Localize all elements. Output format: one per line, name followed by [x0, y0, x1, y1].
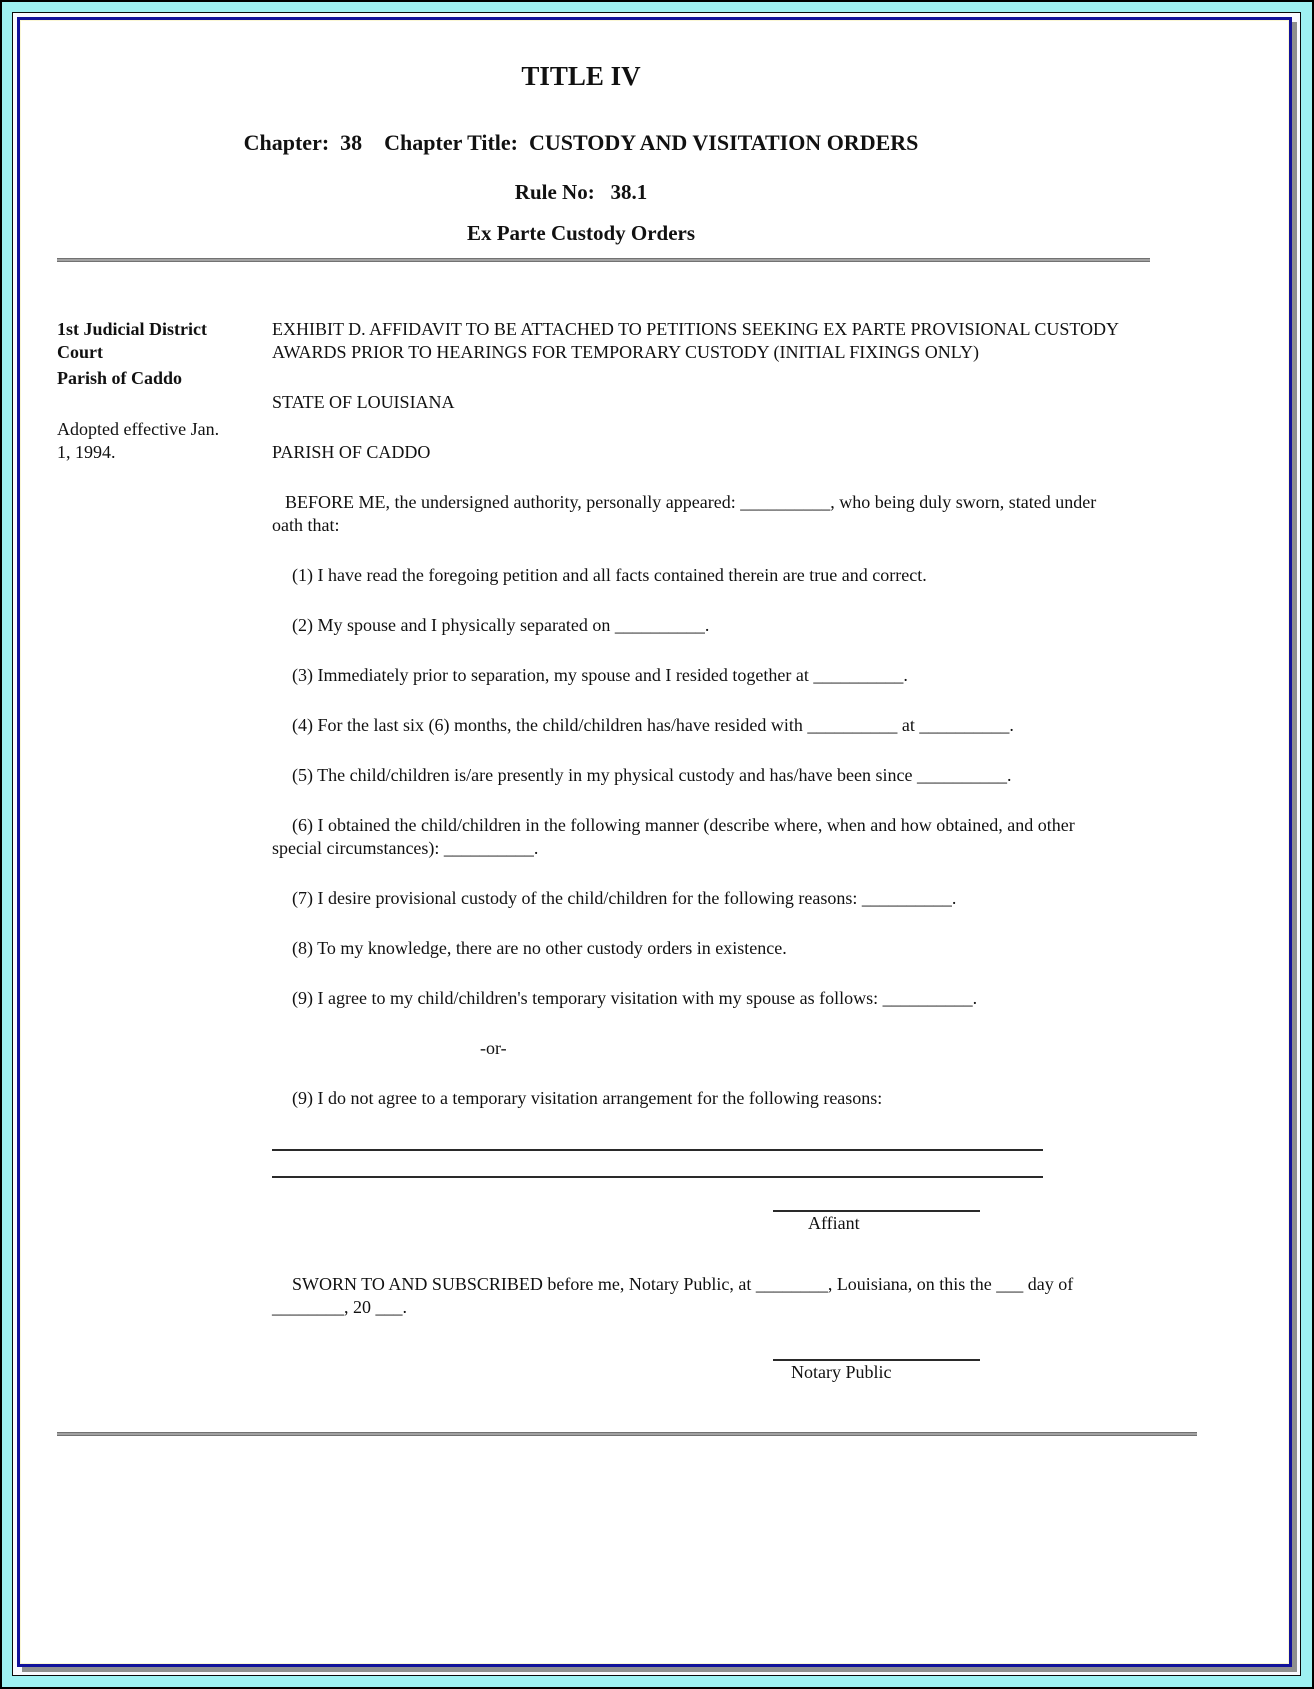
document-content — [20, 20, 1289, 1664]
sidebar-column — [57, 318, 252, 464]
page-outline — [12, 12, 1301, 1676]
or-separator: -or- — [480, 1038, 507, 1058]
affidavit-item-6: (6) I obtained the child/children in the following manner (describe where, when and how obtained, and other special circumstances): __________. — [272, 815, 1075, 858]
parish-name: Parish of Caddo — [57, 368, 183, 388]
affidavit-item-1: (1) I have read the foregoing petition and all facts contained therein are true and correct. — [292, 565, 927, 585]
footer-divider — [57, 1432, 1197, 1436]
adopted-note: Adopted effective Jan. 1, 1994. — [57, 419, 220, 462]
document-subtitle: Ex Parte Custody Orders — [466, 221, 696, 245]
write-in-line-1 — [272, 1137, 1043, 1151]
affidavit-item-9: (9) I agree to my child/children's temporary visitation with my spouse as follows: __________. — [292, 988, 978, 1008]
affidavit-item-4: (4) For the last six (6) months, the child/children has/have resided with __________ at __________. — [292, 715, 1014, 735]
affidavit-item-2: (2) My spouse and I physically separated on __________. — [292, 615, 710, 635]
document-page — [17, 17, 1292, 1667]
affiant-signature-block — [773, 1210, 1013, 1235]
affiant-label: Affiant — [808, 1213, 860, 1233]
court-name: 1st Judicial District Court — [57, 319, 207, 362]
chapter-line: Chapter: 38 Chapter Title: CUSTODY AND VISITATION ORDERS — [243, 130, 919, 155]
document-header — [41, 61, 1121, 246]
affidavit-item-9-alt: (9) I do not agree to a temporary visitation arrangement for the following reasons: — [292, 1088, 883, 1108]
affidavit-item-7: (7) I desire provisional custody of the child/children for the following reasons: __________. — [292, 888, 957, 908]
write-in-line-2 — [272, 1151, 1043, 1178]
state-line: STATE OF LOUISIANA — [272, 392, 455, 412]
affidavit-item-8: (8) To my knowledge, there are no other custody orders in existence. — [292, 938, 787, 958]
notary-label: Notary Public — [791, 1362, 892, 1382]
affidavit-item-5: (5) The child/children is/are presently in my physical custody and has/have been since __________. — [292, 765, 1012, 785]
header-divider — [57, 258, 1150, 262]
sworn-clause: SWORN TO AND SUBSCRIBED before me, Notary Public, at ________, Louisiana, on this the ___ day of ________, 20 ___. — [272, 1274, 1074, 1317]
exhibit-heading: EXHIBIT D. AFFIDAVIT TO BE ATTACHED TO PETITIONS SEEKING EX PARTE PROVISIONAL CUSTODY AWARDS PRIOR TO HEARINGS FOR TEMPORARY CUSTODY (INITIAL FIXINGS ONLY) — [272, 319, 1119, 362]
affidavit-item-3: (3) Immediately prior to separation, my spouse and I resided together at __________. — [292, 665, 908, 685]
parish-line: PARISH OF CADDO — [272, 442, 431, 462]
rule-number-line: Rule No: 38.1 — [514, 180, 648, 204]
notary-signature-block — [773, 1359, 1013, 1384]
page-title: TITLE IV — [521, 61, 641, 91]
main-text-column — [272, 318, 1127, 1384]
two-column-body — [21, 318, 1288, 1384]
before-me-paragraph: BEFORE ME, the undersigned authority, personally appeared: __________, who being duly sworn, stated under oath that: — [272, 492, 1097, 535]
